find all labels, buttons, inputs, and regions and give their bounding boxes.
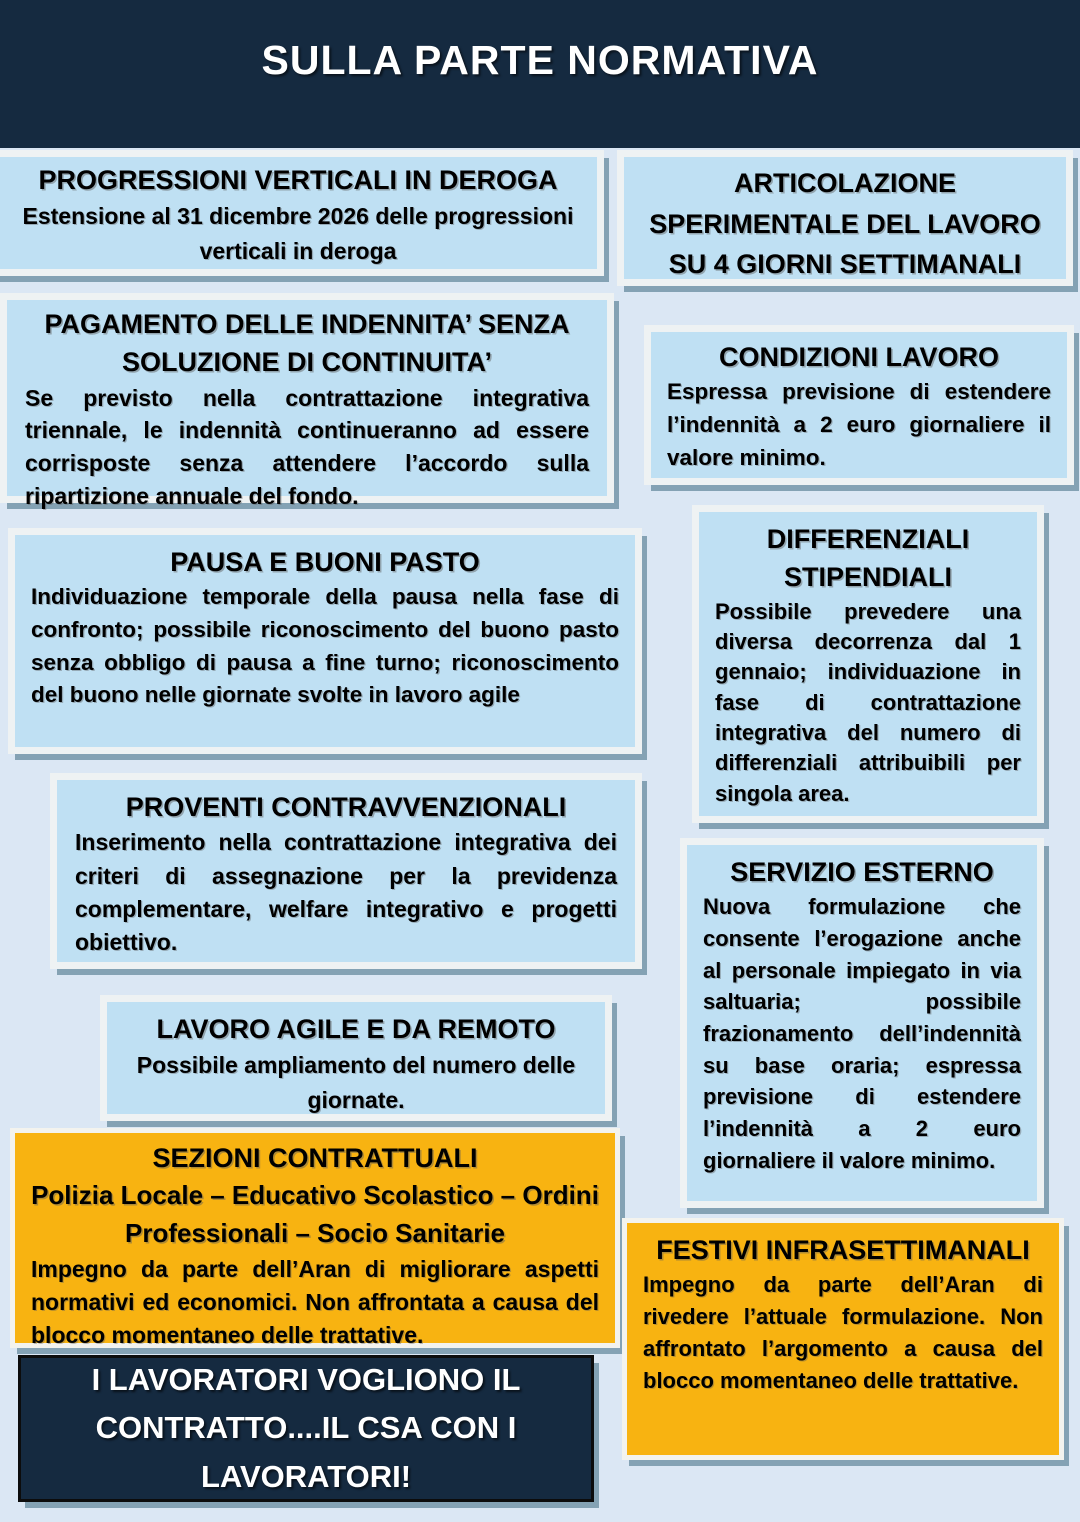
card-body: Impegno da parte dell’Aran di rivedere l’attuale formulazione. Non affrontato l’argomento a causa del blocco momentaneo delle trattative.: [643, 1272, 1043, 1393]
page-title: SULLA PARTE NORMATIVA: [261, 36, 819, 83]
card-pausa-buoni-pasto: [8, 528, 642, 754]
card-title: SEZIONI CONTRATTUALI: [152, 1143, 478, 1173]
card-servizio-esterno: [680, 838, 1044, 1208]
card-title: PROVENTI CONTRAVVENZIONALI: [125, 792, 567, 822]
card-title: LAVORO AGILE E DA REMOTO: [156, 1014, 556, 1044]
card-differenziali-stipendiali: [692, 505, 1044, 823]
card-body: Se previsto nella contrattazione integrativa triennale, le indennità continueranno ad essere corrisposte senza attendere l’accordo sulla ripartizione annuale del fondo.: [25, 384, 589, 509]
card-lavoro-agile: [100, 995, 612, 1121]
card-festivi-infrasettimanali: [622, 1218, 1064, 1460]
card-condizioni-lavoro: [644, 325, 1074, 485]
card-body: Individuazione temporale della pausa nella fase di confronto; possibile riconoscimento del buono pasto senza obbligo di pausa a fine turno; riconoscimento del buono nelle giornate svolte in lavoro agile: [31, 584, 619, 708]
header-banner: [0, 0, 1080, 148]
card-subtitle: Polizia Locale – Educativo Scolastico – Ordini Professionali – Socio Sanitarie: [31, 1180, 599, 1249]
card-body: Estensione al 31 dicembre 2026 delle progressioni verticali in deroga: [22, 203, 574, 264]
card-body: Espressa previsione di estendere l’indennità a 2 euro giornaliere il valore minimo.: [667, 379, 1051, 470]
card-title: PROGRESSIONI VERTICALI IN DEROGA: [38, 165, 558, 195]
card-body: Possibile ampliamento del numero delle giornate.: [136, 1052, 576, 1113]
slogan-text: I LAVORATORI VOGLIONO IL CONTRATTO....IL CSA CON I LAVORATORI!: [91, 1362, 521, 1494]
card-title: SERVIZIO ESTERNO: [730, 857, 994, 887]
card-sezioni-contrattuali: [10, 1128, 620, 1348]
card-proventi-contravvenzionali: [50, 773, 642, 969]
card-progressioni-verticali: [0, 150, 604, 276]
card-body: Possibile prevedere una diversa decorrenza dal 1 gennaio; individuazione in fase di contrattazione integrativa del numero di differenziali attribuibili per singola area.: [715, 598, 1021, 806]
card-title: PAUSA E BUONI PASTO: [170, 547, 480, 577]
card-title: ARTICOLAZIONE SPERIMENTALE DEL LAVORO SU 4 GIORNI SETTIMANALI: [649, 168, 1041, 279]
card-body: Impegno da parte dell’Aran di migliorare aspetti normativi ed economici. Non affrontata a causa del blocco momentaneo delle trattative.: [31, 1255, 599, 1349]
card-title: FESTIVI INFRASETTIMANALI: [656, 1235, 1030, 1265]
card-body: Inserimento nella contrattazione integrativa dei criteri di assegnazione per la previdenza complementare, welfare integrativo e progetti obiettivo.: [75, 829, 617, 956]
card-title: CONDIZIONI LAVORO: [719, 342, 999, 372]
card-title: DIFFERENZIALI STIPENDIALI: [766, 524, 970, 593]
card-pagamento-indennita: [0, 293, 614, 509]
card-body: Nuova formulazione che consente l’erogazione anche al personale impiegato in via saltuaria; possibile frazionamento dell’indennità su base oraria; espressa previsione di estendere l’indennità a 2 euro giornaliere il valore minimo.: [703, 894, 1021, 1173]
card-slogan-lavoratori: [18, 1355, 594, 1502]
card-articolazione-sperimentale: [617, 150, 1073, 286]
card-title: PAGAMENTO DELLE INDENNITA’ SENZA SOLUZIONE DI CONTINUITA’: [44, 309, 570, 378]
